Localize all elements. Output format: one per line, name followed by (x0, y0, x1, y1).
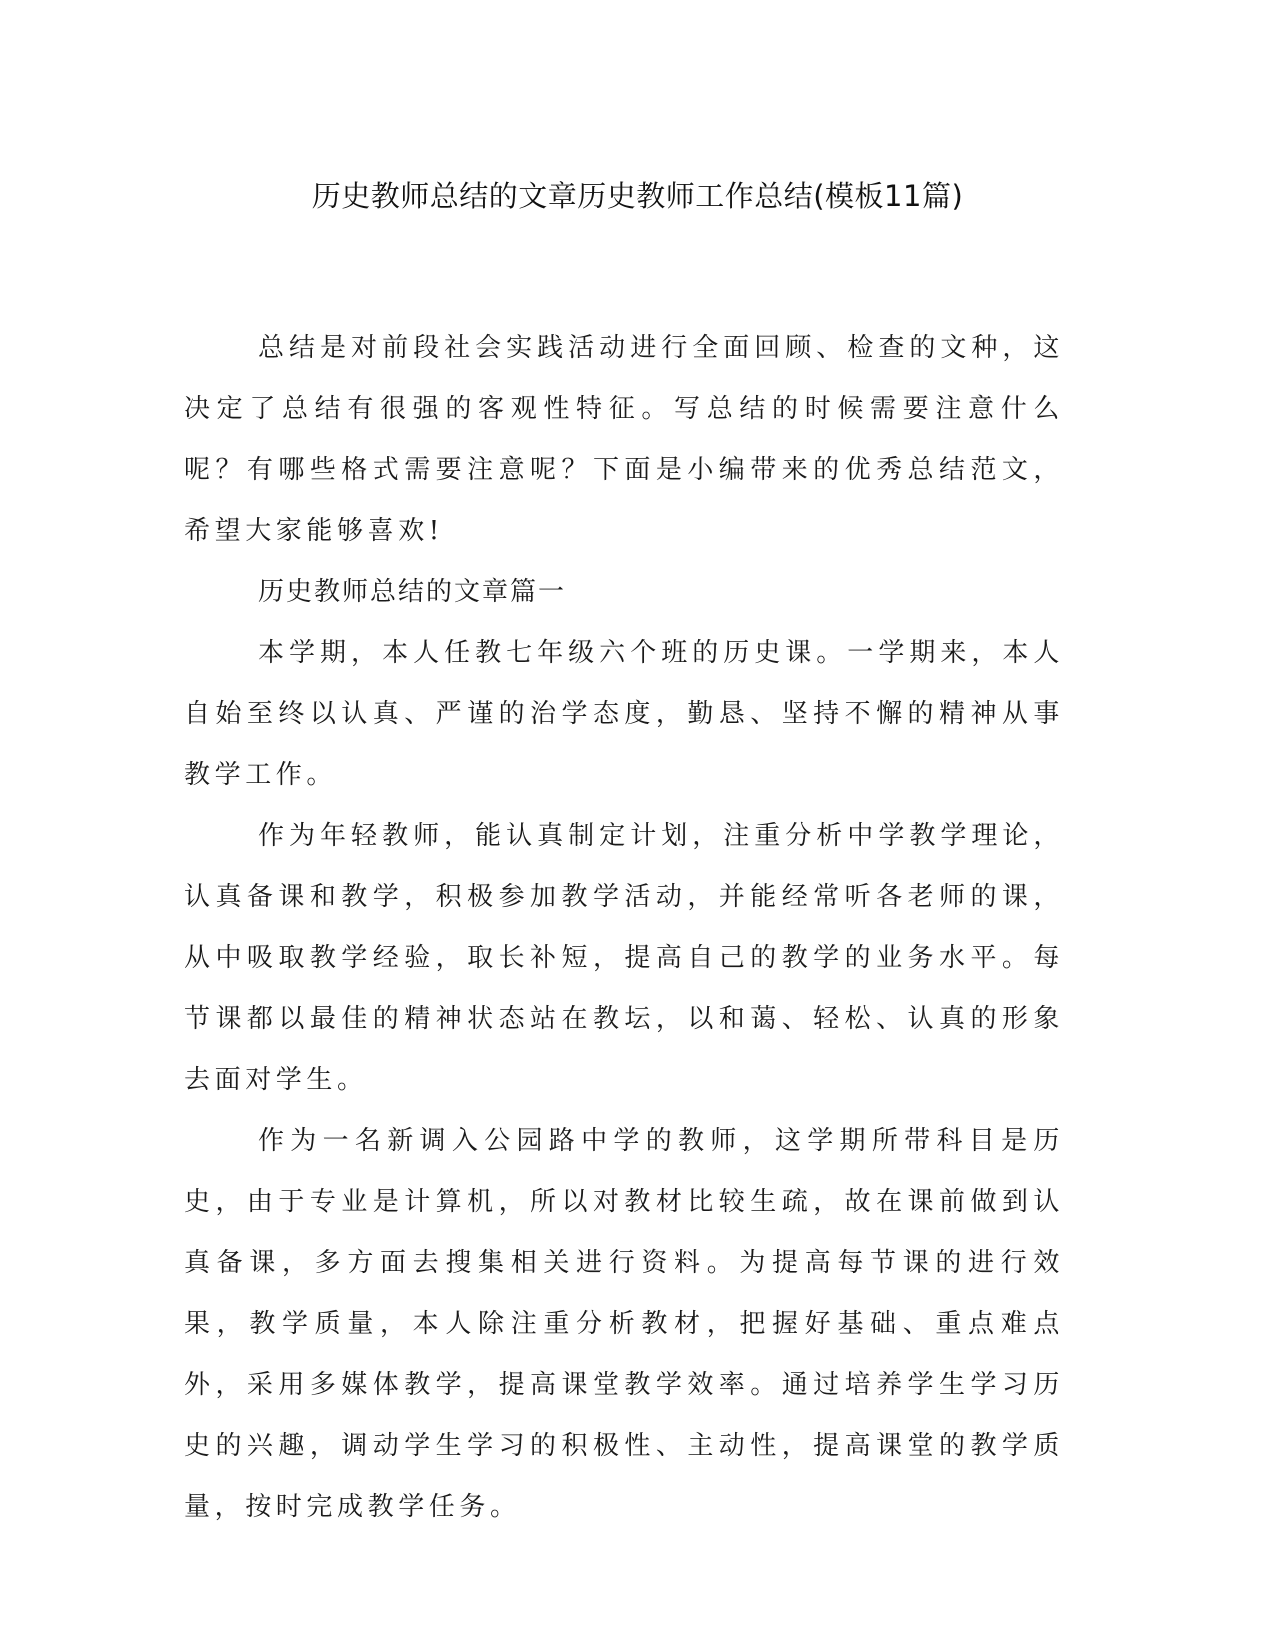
body-paragraph: 作为年轻教师，能认真制定计划，注重分析中学教学理论，认真备课和教学，积极参加教学活动，并能经常听各老师的课，从中吸取教学经验，取长补短，提高自己的教学的业务水平。每节课都以最佳的精神状态站在教坛，以和蔼、轻松、认真的形象去面对学生。 (184, 821, 1064, 1095)
document-title: 历史教师总结的文章历史教师工作总结(模板11篇) (311, 179, 964, 213)
section-heading: 历史教师总结的文章篇一 (258, 577, 567, 607)
body-paragraph: 作为一名新调入公园路中学的教师，这学期所带科目是历史，由于专业是计算机，所以对教材比较生疏，故在课前做到认真备课，多方面去搜集相关进行资料。为提高每节课的进行效果，教学质量，本人除注重分析教材，把握好基础、重点难点外，采用多媒体教学，提高课堂教学效率。通过培养学生学习历史的兴趣，调动学生学习的积极性、主动性，提高课堂的教学质量，按时完成教学任务。 (184, 1126, 1064, 1522)
document-body (184, 318, 1064, 1538)
intro-paragraph: 总结是对前段社会实践活动进行全面回顾、检查的文种，这决定了总结有很强的客观性特征。写总结的时候需要注意什么呢？有哪些格式需要注意呢？下面是小编带来的优秀总结范文，希望大家能够喜欢! (184, 333, 1064, 546)
body-paragraph: 本学期，本人任教七年级六个班的历史课。一学期来，本人自始至终以认真、严谨的治学态度，勤恳、坚持不懈的精神从事教学工作。 (184, 638, 1064, 790)
